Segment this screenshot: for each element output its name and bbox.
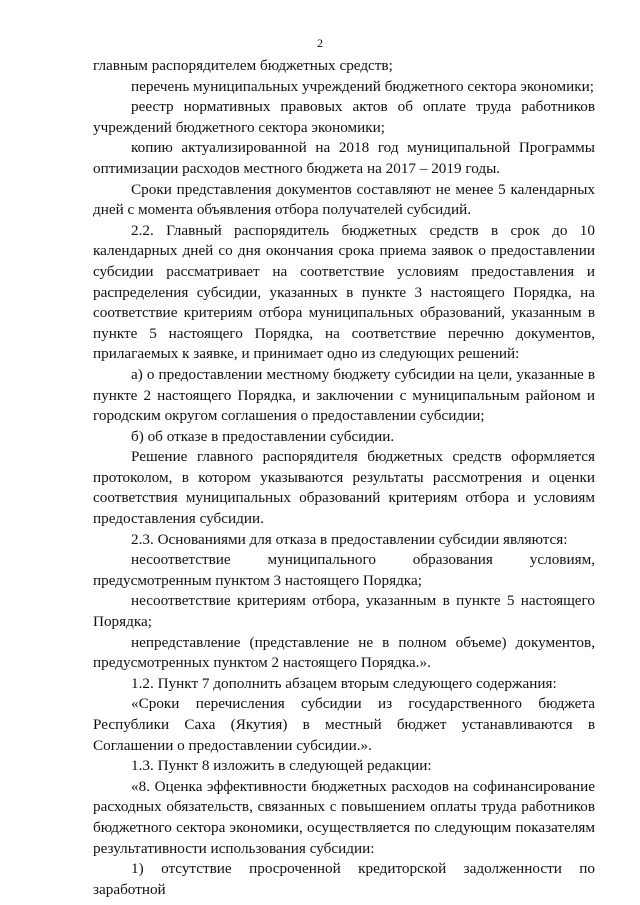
paragraph: 1.3. Пункт 8 изложить в следующей редакции:: [131, 757, 432, 775]
paragraph: «8. Оценка эффективности бюджетных расходов на софинансирование расходных обязательств, связанных с повышением оплаты труда работников бюджетного сектора экономики, осуществляется по следующим показателям результативности использования субсидии:: [93, 777, 595, 857]
paragraph: перечень муниципальных учреждений бюджетного сектора экономики;: [131, 77, 594, 95]
paragraph: копию актуализированной на 2018 год муниципальной Программы оптимизации расходов местного бюджета на 2017 – 2019 годы.: [93, 139, 595, 177]
paragraph: 2.3. Основаниями для отказа в предоставлении субсидии являются:: [131, 530, 568, 548]
document-body: [93, 56, 595, 900]
paragraph: 1.2. Пункт 7 дополнить абзацем вторым следующего содержания:: [131, 674, 557, 692]
paragraph: непредставление (представление не в полном объеме) документов, предусмотренных пунктом 2 настоящего Порядка.».: [93, 633, 595, 672]
paragraph: 2.2. Главный распорядитель бюджетных средств в срок до 10 календарных дней со дня окончания срока приема заявок о предоставлении субсидии рассматривает на соответствие условиям предоставления и распределения субсидии, указанных в пункте 3 настоящего Порядка, на соответствие критериям отбора муниципальных образований, указанным в пункте 5 настоящего Порядка, на соответствие перечню документов, прилагаемых к заявке, и принимает одно из следующих решений:: [93, 221, 595, 363]
paragraph: реестр нормативных правовых актов об оплате труда работников учреждений бюджетного сектора экономики;: [93, 98, 595, 136]
paragraph: Решение главного распорядителя бюджетных средств оформляется протоколом, в котором указываются результаты рассмотрения и оценки соответствия муниципальных образований критериям отбора и условиям предоставления субсидии.: [93, 448, 595, 528]
page-number: 2: [317, 36, 323, 50]
paragraph: «Сроки перечисления субсидии из государственного бюджета Республики Саха (Якутия) в местный бюджет устанавливаются в Соглашении о предоставлении субсидии.».: [93, 695, 595, 754]
paragraph: Сроки представления документов составляют не менее 5 календарных дней с момента объявления отбора получателей субсидий.: [93, 180, 595, 219]
paragraph: б) об отказе в предоставлении субсидии.: [131, 427, 395, 445]
paragraph: 1) отсутствие просроченной кредиторской задолженности по заработной: [93, 860, 595, 898]
paragraph: а) о предоставлении местному бюджету субсидии на цели, указанные в пункте 2 настоящего Порядка, и заключении с муниципальным районом и городским округом соглашения о предоставлении субсидии;: [93, 365, 595, 425]
paragraph: главным распорядителем бюджетных средств;: [93, 57, 393, 74]
paragraph: несоответствие муниципального образования условиям, предусмотренным пунктом 3 настоящего Порядка;: [93, 551, 595, 589]
paragraph: несоответствие критериям отбора, указанным в пункте 5 настоящего Порядка;: [93, 592, 595, 631]
